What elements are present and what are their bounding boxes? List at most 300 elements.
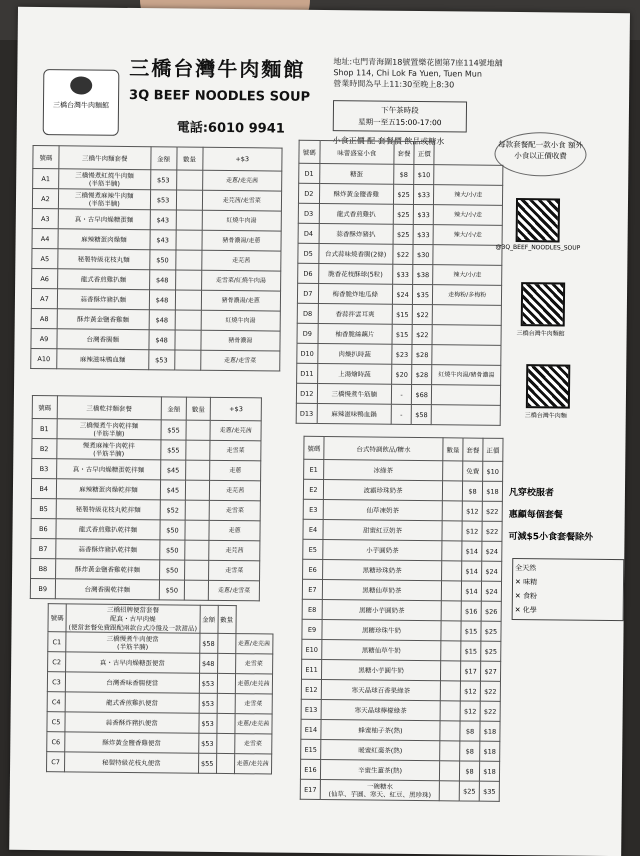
- item-code: B7: [31, 538, 56, 558]
- item-price: $24: [482, 541, 502, 561]
- column-header: 正價: [414, 141, 434, 164]
- item-price: $33: [393, 264, 413, 284]
- set-note-bubble: 每款套餐配一款小食 額外小食以正價收費: [494, 132, 586, 177]
- item-price: $68: [412, 384, 432, 404]
- item-name: 台式蒜味燒香腸(2條): [318, 243, 393, 264]
- item-options: 走雪菜/紅燒牛肉湯: [201, 270, 281, 291]
- item-name: 黑糖小芋圓奶茶: [322, 600, 441, 621]
- item-price: $55: [198, 753, 216, 773]
- column-header: 三橋牛肉麵套餐: [59, 146, 151, 170]
- item-price: $22: [412, 324, 432, 344]
- item-price: $53: [198, 713, 216, 733]
- bento-table: [46, 603, 273, 774]
- item-price: $53: [198, 733, 216, 753]
- item-name: 秘製特級花枝丸便當: [65, 752, 199, 773]
- item-name: 酥炸黃金鹽香雞便當: [65, 732, 199, 753]
- column-header: 套餐: [394, 141, 414, 164]
- phone-number: 電話:6010 9941: [176, 120, 285, 137]
- item-name: 脆香花枝酥球(5粒): [318, 263, 393, 284]
- table-row: [32, 188, 281, 211]
- item-code: E8: [302, 599, 322, 619]
- item-code: E2: [303, 479, 323, 499]
- item-options: 走芫茜: [210, 480, 261, 501]
- header-row: [33, 145, 282, 171]
- item-price: $26: [481, 601, 501, 621]
- item-code: D4: [298, 223, 319, 243]
- quantity-cell: [185, 500, 210, 520]
- item-name: 辛蜜生薑茶(熱): [320, 760, 439, 781]
- item-code: E6: [303, 559, 323, 579]
- item-price: $38: [413, 264, 433, 284]
- legend-line: ✕ 化學: [514, 606, 537, 615]
- item-name: 柚香脆絲藕片: [318, 323, 393, 344]
- table-row: [30, 578, 259, 600]
- table-row: [47, 672, 272, 694]
- item-options: 走雪菜: [235, 654, 272, 674]
- table-row: [47, 752, 272, 774]
- item-price: -: [391, 404, 411, 424]
- item-price: $8: [460, 741, 480, 761]
- table-row: [48, 632, 273, 654]
- item-code: A9: [31, 328, 57, 348]
- item-options: 辣大/小/走: [433, 265, 502, 286]
- table-row: [31, 328, 280, 351]
- item-price: $50: [160, 540, 185, 560]
- item-name: 台灣香腸乾拌麵: [55, 579, 160, 600]
- item-price: $53: [150, 170, 176, 190]
- opening-hours: 營業時間為早上11:30至晚上8:30: [333, 79, 455, 90]
- table-row: [301, 699, 500, 721]
- bull-icon: [70, 76, 92, 94]
- item-name: 寒天晶球檸檬綠茶: [321, 700, 440, 721]
- drinks-table: [300, 436, 504, 802]
- item-price: $10: [414, 164, 434, 184]
- item-price: $25: [393, 224, 413, 244]
- natural-legend: [512, 558, 625, 621]
- item-name: 小芋圓奶茶: [323, 540, 442, 561]
- column-header: 號碼: [304, 436, 324, 459]
- whatsapp-qr-code: [526, 364, 570, 408]
- quantity-cell: [440, 721, 460, 741]
- item-options: 辣大/小/走: [433, 225, 502, 246]
- item-code: E4: [303, 519, 323, 539]
- item-price: $45: [161, 480, 186, 500]
- item-name: 酥炸黃金鹽香雞麵: [57, 309, 149, 330]
- item-options: [432, 325, 501, 346]
- item-options: 豬骨濃湯/走蔥: [201, 290, 281, 311]
- item-name: 波霸珍珠奶茶: [323, 480, 442, 501]
- header-row: [299, 140, 503, 165]
- item-name: 冰綠茶: [324, 460, 443, 481]
- item-options: 走蔥/走雪菜: [200, 350, 280, 371]
- item-name: 龍式香煎雞扒乾拌麵: [56, 519, 161, 540]
- item-code: E7: [302, 579, 322, 599]
- item-name: 仙草凍奶茶: [323, 500, 442, 521]
- item-options: 走芫茜: [209, 540, 260, 561]
- quantity-cell: [175, 250, 201, 270]
- item-price: $16: [461, 601, 481, 621]
- item-price: $25: [393, 184, 413, 204]
- quantity-cell: [184, 560, 209, 580]
- item-code: B6: [31, 518, 56, 538]
- item-price: $48: [149, 330, 175, 350]
- item-price: $22: [482, 501, 502, 521]
- item-code: B8: [31, 558, 56, 578]
- item-name: 龍式香煎雞扒: [319, 203, 394, 224]
- table-row: [303, 539, 502, 561]
- item-code: C6: [47, 732, 65, 752]
- promo-line: 凡穿校服者: [508, 487, 555, 499]
- item-code: D6: [298, 263, 319, 283]
- item-code: A2: [32, 188, 58, 208]
- column-header: 數量: [176, 147, 202, 170]
- item-name: 酥炸黃金鹽香雞乾拌麵: [55, 559, 160, 580]
- item-price: $24: [481, 581, 501, 601]
- quantity-cell: [176, 170, 202, 190]
- table-row: [32, 418, 261, 440]
- item-options: 辣大/小/走: [434, 185, 503, 206]
- item-price: $53: [148, 350, 174, 370]
- table-row: [302, 619, 501, 641]
- item-price: $28: [412, 364, 432, 384]
- item-name: 龍式香煎雞扒麵: [58, 269, 150, 290]
- item-name: 梅香脆炸地瓜條: [318, 283, 393, 304]
- item-code: A3: [32, 208, 58, 228]
- quantity-cell: [442, 501, 462, 521]
- item-code: E5: [303, 539, 323, 559]
- item-options: 走蔥/走芫茜: [235, 674, 272, 694]
- item-code: D10: [297, 343, 318, 363]
- quantity-cell: [175, 310, 201, 330]
- item-code: C1: [48, 632, 66, 652]
- table-row: [296, 383, 500, 405]
- facebook-label: 三橋台灣牛肉麵館: [516, 330, 565, 338]
- quantity-cell: [185, 460, 210, 480]
- item-price: $18: [480, 721, 500, 741]
- item-code: B2: [32, 438, 57, 458]
- quantity-cell: [184, 540, 209, 560]
- table-row: [298, 263, 502, 285]
- table-row: [32, 438, 261, 460]
- item-price: $25: [481, 641, 501, 661]
- item-name: 麻辣滋味鴨血鍋: [317, 403, 392, 424]
- table-row: [31, 498, 260, 520]
- table-row: [31, 518, 260, 540]
- quantity-cell: [216, 713, 234, 733]
- item-code: D11: [297, 363, 318, 383]
- quantity-cell: [176, 210, 202, 230]
- item-options: 走蔥/走芫茜: [202, 170, 282, 191]
- item-name: 蜂蜜柚子茶(熱): [321, 720, 440, 741]
- item-name: 麻辣糖蛋肉燥乾拌麵: [56, 479, 161, 500]
- quantity-cell: [440, 681, 460, 701]
- column-header: 號碼: [299, 140, 320, 163]
- quantity-cell: [217, 633, 235, 653]
- quantity-cell: [439, 781, 459, 801]
- item-price: $14: [462, 561, 482, 581]
- instagram-qr-code: [516, 198, 560, 242]
- item-name: 秘製特級花枝丸麵: [58, 249, 150, 270]
- item-code: D7: [297, 283, 318, 303]
- snacks-table: [296, 140, 504, 426]
- item-code: E10: [302, 639, 322, 659]
- item-price: $10: [483, 461, 503, 481]
- item-code: E11: [301, 659, 321, 679]
- item-price: $15: [461, 641, 481, 661]
- quantity-cell: [442, 561, 462, 581]
- column-header: 味蕾盛宴小食: [319, 140, 394, 164]
- item-name: 上湯燴時蔬: [317, 363, 392, 384]
- item-name: 三橋慢煮紅燒牛肉麵 (半筋半腩): [59, 169, 151, 190]
- table-row: [300, 779, 499, 801]
- item-price: $58: [199, 633, 217, 653]
- item-options: 走蔥: [210, 460, 261, 481]
- item-options: [432, 345, 501, 366]
- restaurant-logo: [43, 69, 120, 136]
- item-price: $53: [199, 693, 217, 713]
- column-header: 金額: [150, 147, 176, 170]
- item-code: C4: [47, 692, 65, 712]
- item-name: 真・古早肉燥糖蛋乾拌麵: [56, 459, 161, 480]
- quantity-cell: [441, 641, 461, 661]
- item-code: C2: [48, 652, 66, 672]
- quantity-cell: [185, 480, 210, 500]
- item-price: $8: [462, 481, 482, 501]
- table-row: [31, 288, 280, 311]
- item-options: 走蔥/走芫茜: [210, 420, 261, 441]
- item-code: A8: [31, 308, 57, 328]
- table-row: [32, 458, 261, 480]
- table-row: [33, 168, 282, 191]
- table-row: [48, 652, 273, 674]
- quantity-cell: [443, 461, 463, 481]
- item-price: $12: [462, 501, 482, 521]
- quantity-cell: [217, 673, 235, 693]
- item-name: 三橋慢煮牛肉便當 (半筋半腩): [66, 632, 200, 653]
- item-price: $18: [479, 761, 499, 781]
- restaurant-title: 三橋台灣牛肉麵館: [129, 55, 306, 82]
- item-name: 三橋慢煮牛筋腩: [317, 383, 392, 404]
- item-name: 黑糖珍珠奶茶: [322, 560, 441, 581]
- quantity-cell: [217, 693, 235, 713]
- item-options: [432, 385, 501, 406]
- column-header: 數量: [186, 397, 211, 420]
- item-price: $14: [462, 541, 482, 561]
- item-price: 免費: [463, 461, 483, 481]
- table-row: [302, 579, 501, 601]
- item-name: 酥炸黃金鹽香雞: [319, 183, 394, 204]
- item-price: $15: [392, 324, 412, 344]
- tea-time-box: [333, 100, 467, 132]
- item-code: E17: [300, 779, 320, 799]
- quantity-cell: [216, 733, 234, 753]
- promo-line: 可減$5小食套餐除外: [508, 531, 594, 543]
- item-code: B4: [31, 478, 56, 498]
- item-price: $50: [160, 520, 185, 540]
- table-row: [297, 303, 501, 325]
- table-row: [47, 712, 272, 734]
- item-options: 走芫茜/走雪菜: [202, 190, 282, 211]
- item-name: 真・古早肉燥糖蛋便當: [66, 652, 200, 673]
- item-price: $25: [481, 621, 501, 641]
- item-code: B9: [30, 578, 55, 598]
- item-price: $12: [460, 701, 480, 721]
- item-price: $28: [412, 344, 432, 364]
- item-code: D1: [299, 163, 320, 183]
- table-row: [296, 403, 500, 425]
- table-row: [299, 163, 503, 185]
- table-row: [297, 343, 501, 365]
- item-price: $22: [482, 521, 502, 541]
- quantity-cell: [440, 761, 460, 781]
- item-price: $30: [413, 244, 433, 264]
- item-code: E1: [304, 459, 324, 479]
- item-code: D8: [297, 303, 318, 323]
- item-code: D3: [298, 203, 319, 223]
- item-options: 豬骨濃湯: [200, 330, 280, 351]
- column-header: +$3: [211, 397, 262, 421]
- column-header: 套餐: [463, 438, 483, 461]
- item-price: $20: [392, 364, 412, 384]
- item-price: $58: [411, 404, 431, 424]
- item-price: $25: [393, 204, 413, 224]
- quantity-cell: [186, 440, 211, 460]
- table-row: [297, 323, 501, 345]
- item-code: A5: [32, 248, 58, 268]
- item-price: $55: [161, 440, 186, 460]
- item-options: [433, 305, 502, 326]
- quantity-cell: [441, 661, 461, 681]
- item-price: $14: [461, 581, 481, 601]
- tea-time-title: 下午茶時段: [381, 105, 419, 115]
- tea-time-note: 小食正價 配 套餐價 飲品或糖水: [332, 136, 445, 147]
- item-price: $50: [159, 580, 184, 600]
- item-price: $33: [413, 224, 433, 244]
- item-name: 蒜香酥炸豬扒: [319, 223, 394, 244]
- quantity-cell: [442, 541, 462, 561]
- item-price: $8: [460, 721, 480, 741]
- table-row: [300, 759, 499, 781]
- item-code: C7: [47, 752, 65, 772]
- item-price: $43: [150, 230, 176, 250]
- table-row: [301, 719, 500, 741]
- column-header: 號碼: [33, 145, 59, 168]
- table-row: [297, 283, 501, 305]
- item-options: 走蔥/走芫茜: [234, 714, 271, 734]
- quantity-cell: [216, 753, 234, 773]
- table-row: [301, 739, 500, 761]
- quantity-cell: [441, 581, 461, 601]
- item-name: 慢煮麻辣牛肉乾拌 (半筋半腩): [56, 439, 161, 460]
- item-options: 走芫茜: [201, 250, 281, 271]
- item-code: D2: [298, 183, 319, 203]
- item-price: $24: [392, 284, 412, 304]
- table-row: [32, 248, 281, 271]
- item-options: 走雪菜: [209, 560, 260, 581]
- table-row: [304, 459, 503, 481]
- table-row: [301, 659, 500, 681]
- address-block: [333, 56, 553, 91]
- item-price: $27: [480, 661, 500, 681]
- item-options: 走蔥/走芫茜: [234, 754, 271, 774]
- item-options: 走雪菜: [235, 694, 272, 714]
- table-row: [32, 208, 281, 231]
- item-options: 走雪菜: [234, 734, 271, 754]
- item-name: 三橋慢煮麻辣牛肉麵 (半筋半腩): [58, 189, 150, 210]
- item-options: 辣大/小/走: [434, 205, 503, 226]
- table-row: [31, 348, 280, 371]
- item-name: 糖蛋: [319, 163, 394, 184]
- quantity-cell: [441, 621, 461, 641]
- column-header: 數量: [443, 438, 463, 461]
- item-name: 黑糖仙草牛奶: [322, 640, 441, 661]
- item-price: $8: [394, 164, 414, 184]
- table-row: [298, 183, 502, 205]
- quantity-cell: [176, 230, 202, 250]
- logo-text: 三橋台灣牛肉麵館: [52, 101, 110, 110]
- item-name: 龍式香煎雞扒便當: [65, 692, 199, 713]
- quantity-cell: [443, 481, 463, 501]
- item-price: $48: [199, 653, 217, 673]
- item-code: E12: [301, 679, 321, 699]
- item-options: 走蔥: [209, 520, 260, 541]
- item-price: -: [391, 384, 411, 404]
- item-options: [434, 165, 503, 186]
- item-price: $8: [460, 761, 480, 781]
- item-options: 走蔥/走芫茜: [235, 634, 272, 654]
- item-options: 紅燒牛肉湯: [202, 210, 282, 231]
- item-code: E13: [301, 699, 321, 719]
- item-name: 一碗糖水 (仙草、芋圓、寒天、紅豆、黑珍珠): [320, 780, 439, 801]
- item-options: 走梅粉/多梅粉: [433, 285, 502, 306]
- item-price: $22: [480, 681, 500, 701]
- item-code: E3: [303, 499, 323, 519]
- item-options: 紅燒牛肉湯: [201, 310, 281, 331]
- item-code: E14: [301, 719, 321, 739]
- header-row: [304, 436, 503, 461]
- item-name: 麻辣糖蛋肉燥麵: [58, 229, 150, 250]
- item-options: 豬骨濃湯/走蔥: [202, 230, 282, 251]
- item-price: $35: [479, 781, 499, 801]
- item-price: $45: [161, 460, 186, 480]
- item-code: A6: [32, 268, 58, 288]
- item-code: B1: [32, 418, 57, 438]
- item-name: 蒜香酥炸豬扒乾拌麵: [55, 539, 160, 560]
- item-options: 走雪菜: [210, 440, 261, 461]
- promo-line: 惠顧每個套餐: [508, 509, 563, 521]
- restaurant-subtitle: 3Q BEEF NOODLES SOUP: [129, 87, 311, 105]
- item-name: 黑糖珍珠牛奶: [322, 620, 441, 641]
- table-row: [297, 363, 501, 385]
- item-price: $22: [393, 244, 413, 264]
- item-price: $12: [462, 521, 482, 541]
- table-row: [47, 692, 272, 714]
- legend-line: 全天然: [515, 564, 537, 573]
- item-code: D5: [298, 243, 319, 263]
- column-header: +$3: [202, 147, 282, 171]
- table-row: [303, 479, 502, 501]
- item-name: 甜蜜紅豆奶茶: [323, 520, 442, 541]
- whatsapp-label: 三橋台灣牛肉麵: [524, 412, 567, 420]
- item-code: D12: [296, 383, 317, 403]
- item-name: 麻辣滋味鴨血麵: [57, 349, 149, 370]
- table-row: [32, 268, 281, 291]
- menu-paper: [9, 7, 630, 856]
- table-row: [32, 228, 281, 251]
- item-code: A7: [31, 288, 57, 308]
- item-options: [432, 405, 501, 426]
- item-price: $22: [412, 304, 432, 324]
